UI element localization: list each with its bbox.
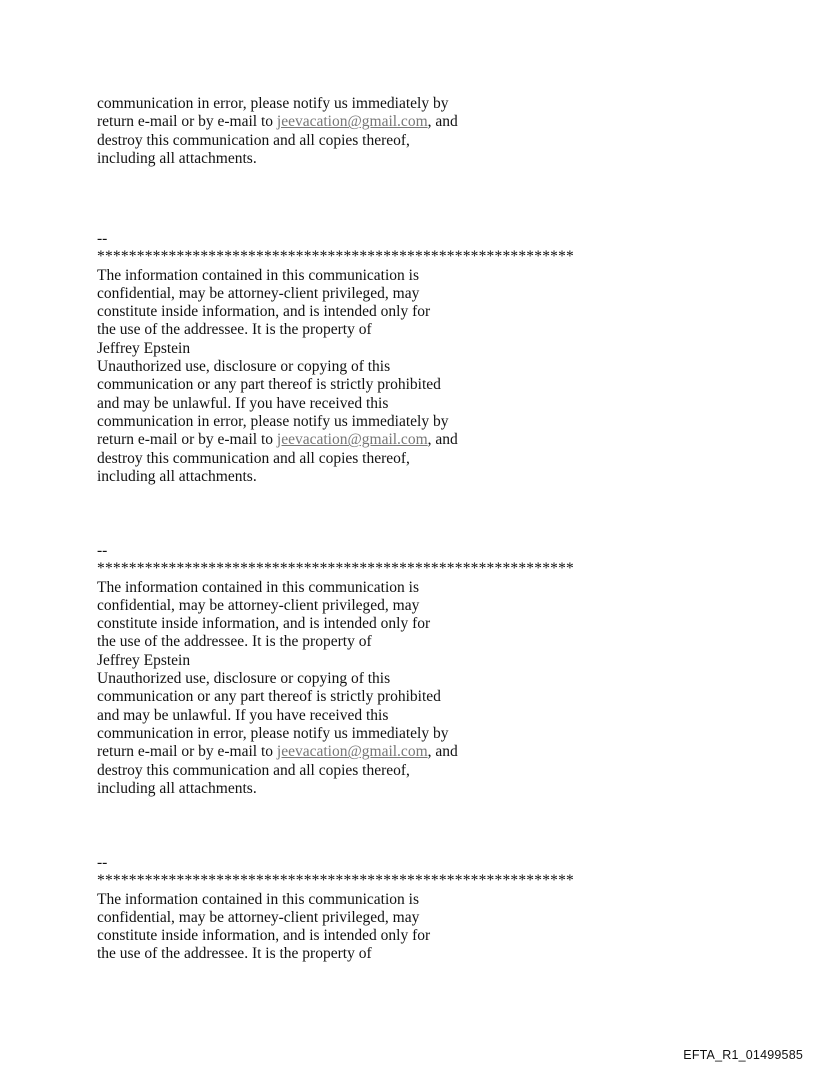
email-line (97, 743, 617, 761)
text-line: constitute inside information, and is intended only for (97, 303, 431, 321)
email-line-prefix: return e-mail or by e-mail to (97, 743, 277, 761)
asterisk-divider: ************************************************************ (97, 248, 574, 266)
text-line: the use of the addressee. It is the property of (97, 321, 372, 339)
disclaimer-fragment-top (97, 95, 617, 168)
text-line: communication in error, please notify us immediately by (97, 724, 449, 742)
email-line-suffix: , and (427, 431, 458, 449)
text-line: communication or any part thereof is strictly prohibited (97, 376, 441, 394)
text-line: and may be unlawful. If you have received this (97, 706, 389, 724)
text-line: The information contained in this communication is (97, 578, 419, 596)
text-line: constitute inside information, and is intended only for (97, 615, 431, 633)
email-link[interactable]: jeevacation@gmail.com (276, 113, 428, 131)
text-line: Unauthorized use, disclosure or copying of this (97, 358, 391, 376)
text-line: confidential, may be attorney-client privileged, may (97, 596, 420, 614)
asterisk-divider: ************************************************************ (97, 560, 574, 578)
email-line-suffix: , and (427, 113, 458, 131)
text-line: including all attachments. (97, 779, 257, 797)
email-link[interactable]: jeevacation@gmail.com (276, 431, 428, 449)
text-line: and may be unlawful. If you have received this (97, 394, 389, 412)
disclaimer-block-1 (97, 230, 617, 486)
text-line: including all attachments. (97, 467, 257, 485)
email-line-prefix: return e-mail or by e-mail to (97, 431, 277, 449)
signature-separator: -- (97, 854, 108, 871)
text-line: confidential, may be attorney-client privileged, may (97, 908, 420, 926)
text-line: the use of the addressee. It is the property of (97, 945, 372, 963)
asterisk-divider: ************************************************************ (97, 872, 574, 890)
text-line: constitute inside information, and is intended only for (97, 927, 431, 945)
document-id: EFTA_R1_01499585 (683, 1048, 803, 1062)
text-line: destroy this communication and all copies thereof, (97, 761, 410, 779)
email-line-prefix: return e-mail or by e-mail to (97, 113, 277, 131)
text-line: confidential, may be attorney-client privileged, may (97, 284, 420, 302)
disclaimer-block-2 (97, 542, 617, 798)
email-link[interactable]: jeevacation@gmail.com (276, 743, 428, 761)
text-line: destroy this communication and all copies thereof, (97, 449, 410, 467)
text-line: including all attachments. (97, 149, 257, 167)
text-line: destroy this communication and all copies thereof, (97, 131, 410, 149)
email-line-suffix: , and (427, 743, 458, 761)
signature-separator: -- (97, 542, 108, 559)
disclaimer-block-3 (97, 854, 617, 964)
signature-separator: -- (97, 230, 108, 247)
text-line: Jeffrey Epstein (97, 339, 191, 357)
text-line: the use of the addressee. It is the property of (97, 633, 372, 651)
text-line: Unauthorized use, disclosure or copying of this (97, 670, 391, 688)
text-line: communication in error, please notify us immediately by (97, 95, 449, 112)
email-line (97, 113, 617, 131)
text-line: Jeffrey Epstein (97, 651, 191, 669)
text-line: The information contained in this communication is (97, 266, 419, 284)
text-line: The information contained in this communication is (97, 890, 419, 908)
email-line (97, 431, 617, 449)
text-line: communication or any part thereof is strictly prohibited (97, 688, 441, 706)
text-line: communication in error, please notify us immediately by (97, 412, 449, 430)
